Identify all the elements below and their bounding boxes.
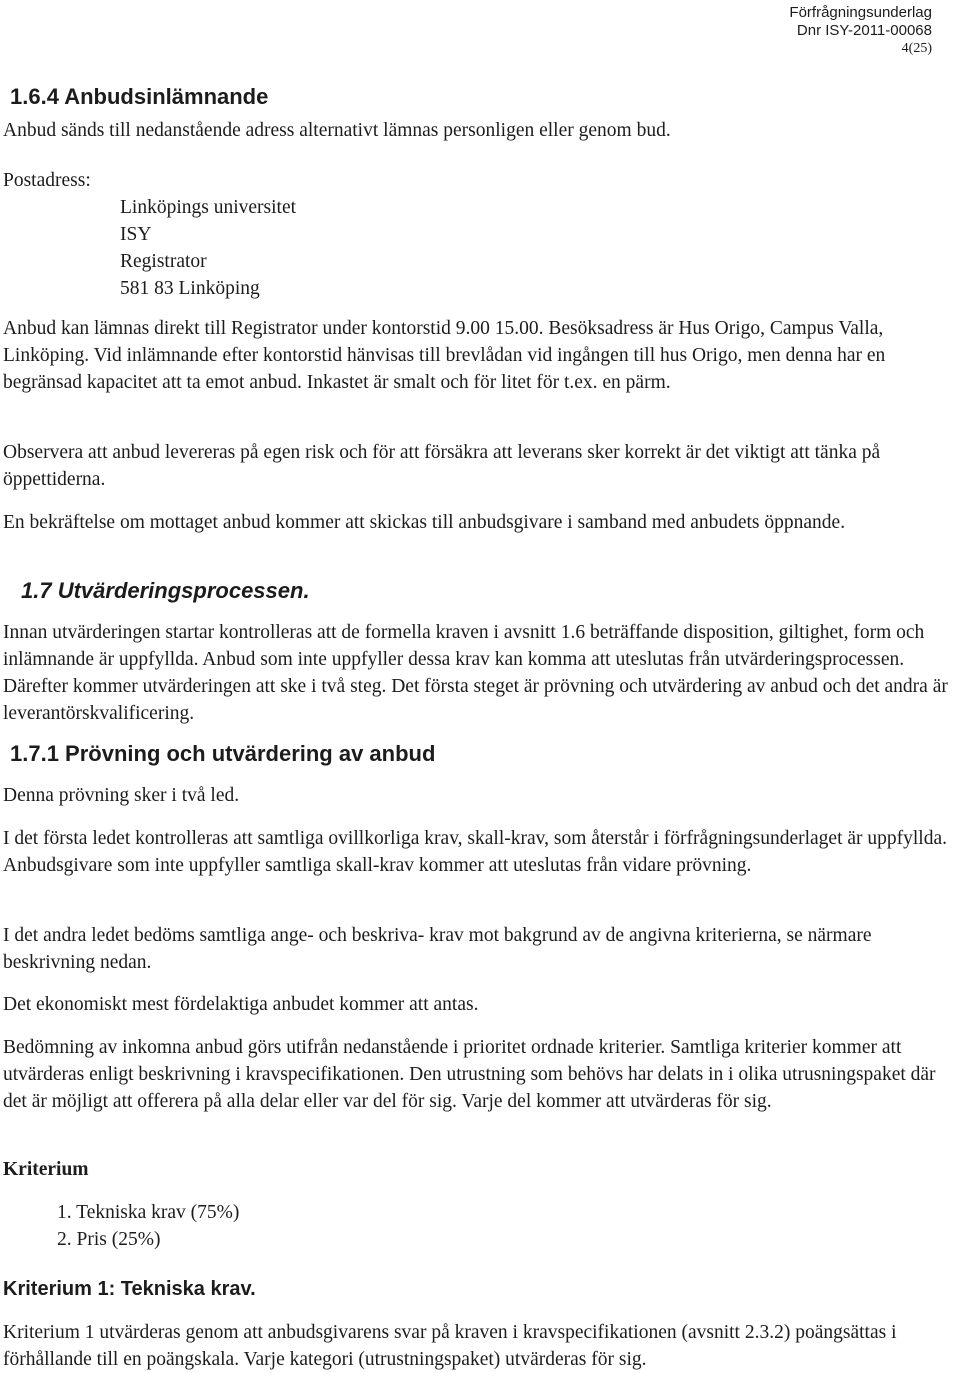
address-line: 581 83 Linköping <box>120 278 260 299</box>
paragraph-first-stage: I det första ledet kontrolleras att samtliga ovillkorliga krav, skall-krav, som återstår i förfrågningsunderlaget är uppfyllda. Anbudsgivare som inte uppfyller samtliga skall-krav kommer att uteslutas från vidare prövning. <box>3 828 947 876</box>
paragraph-criterion-1: Kriterium 1 utvärderas genom att anbudsgivarens svar på kraven i kravspecifikationen (avsnitt 2.3.2) poängsättas i förhållande till en poängskala. Varje kategori (utrustningspaket) utvärderas för sig. <box>3 1322 897 1370</box>
address-line: Linköpings universitet <box>120 197 297 218</box>
address-line: ISY <box>120 224 152 245</box>
section-heading-1-7-1: 1.7.1 Prövning och utvärdering av anbud <box>10 741 436 766</box>
postal-address-block <box>120 194 296 302</box>
paragraph-two-stages: Denna prövning sker i två led. <box>3 785 240 806</box>
section-heading-1-6-4: 1.6.4 Anbudsinlämnande <box>10 84 269 109</box>
criteria-list <box>57 1199 239 1253</box>
criterion-1-heading: Kriterium 1: Tekniska krav. <box>3 1278 256 1300</box>
criteria-list-item: 1. Tekniska krav (75%) <box>57 1202 240 1223</box>
criteria-heading: Kriterium <box>3 1159 89 1180</box>
paragraph-evaluation-intro: Innan utvärderingen startar kontrolleras att de formella kraven i avsnitt 1.6 beträffande disposition, giltighet, form och inlämnande är uppfyllda. Anbud som inte uppfyller dessa krav kan komma att uteslutas från utvärderingsprocessen. Därefter kommer utvärderingen att ske i två steg. Det första steget är prövning och utvärdering av anbud och det andra är leverantörskvalificering. <box>3 622 948 724</box>
paragraph-delivery-risk: Observera att anbud levereras på egen risk och för att försäkra att leverans sker korrekt är det viktigt att tänka på öppettiderna. <box>3 442 881 490</box>
paragraph-confirmation: En bekräftelse om mottaget anbud kommer att skickas till anbudsgivare i samband med anbudets öppnande. <box>3 512 846 533</box>
header-page-number: 4(25) <box>901 41 932 56</box>
paragraph-office-hours: Anbud kan lämnas direkt till Registrator under kontorstid 9.00 15.00. Besöksadress är Hus Origo, Campus Valla, Linköping. Vid inlämnande efter kontorstid hänvisas till brevlådan vid ingången till hus Origo, men denna har en begränsad kapacitet att ta emot anbud. Inkastet är smalt och för litet för t.ex. en pärm. <box>3 318 886 393</box>
address-line: Registrator <box>120 251 207 272</box>
criteria-list-item: 2. Pris (25%) <box>57 1229 161 1250</box>
postal-address-label: Postadress: <box>3 170 91 191</box>
paragraph-second-stage: I det andra ledet bedöms samtliga ange- och beskriva- krav mot bakgrund av de angivna kriterierna, se närmare beskrivning nedan. <box>3 925 872 973</box>
paragraph-most-advantageous: Det ekonomiskt mest fördelaktiga anbudet kommer att antas. <box>3 994 479 1015</box>
header-dnr: Dnr ISY-2011-00068 <box>796 22 932 39</box>
section-heading-1-7: 1.7 Utvärderingsprocessen. <box>21 578 310 603</box>
paragraph-assessment: Bedömning av inkomna anbud görs utifrån nedanstående i prioritet ordnade kriterier. Samtliga kriterier kommer att utvärderas enligt beskrivning i kravspecifikationen. Den utrustning som behövs har delats in i olika utrusningspaket där det är möjligt att offerera på alla delar eller var del för sig. Varje del kommer att utvärderas för sig. <box>3 1037 936 1112</box>
paragraph-submission-intro: Anbud sänds till nedanstående adress alternativt lämnas personligen eller genom bud. <box>3 120 671 141</box>
header-doc-type: Förfrågningsunderlag <box>789 4 932 21</box>
